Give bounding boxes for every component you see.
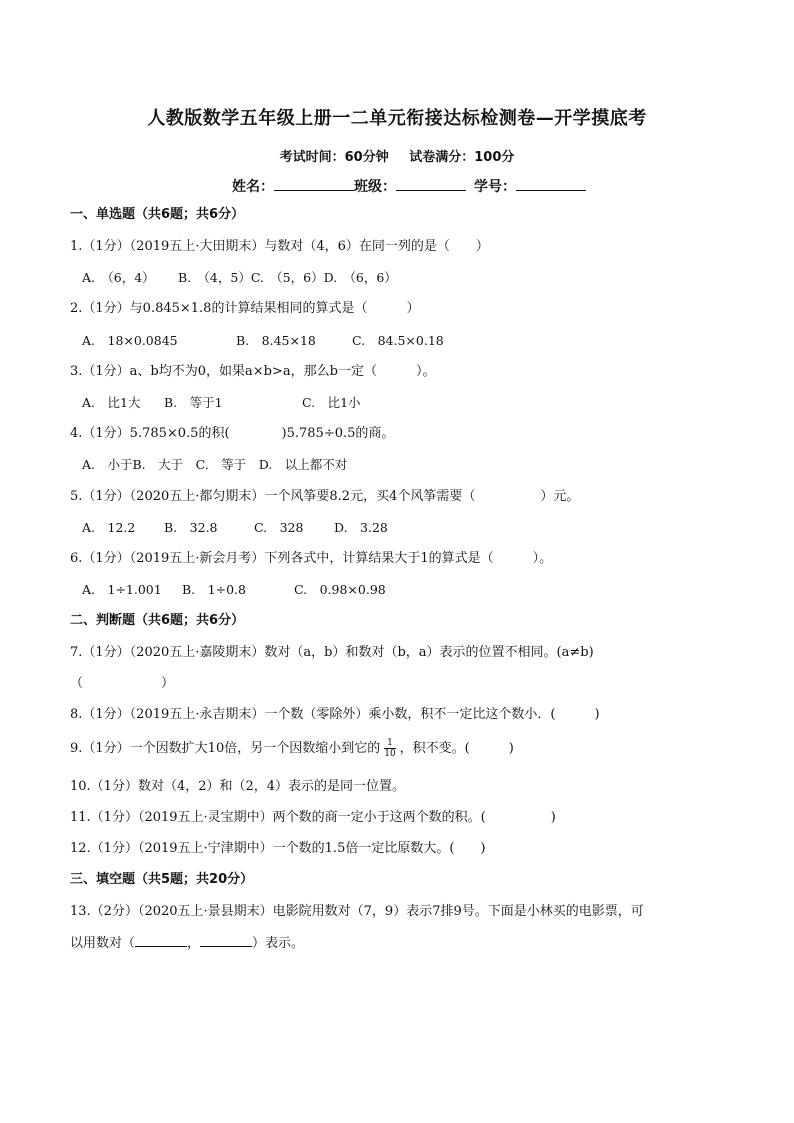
- id-field[interactable]: [516, 176, 586, 191]
- exam-info: [0, 146, 794, 165]
- question-6: 6.（1分）（2019五上·新会月考）下列各式中，计算结果大于1的算式是（ ）。: [70, 551, 553, 566]
- class-label: 班级：: [354, 179, 396, 195]
- name-label: 姓名：: [232, 179, 274, 195]
- section-heading-3: 三、填空题（共5题；共20分）: [70, 872, 254, 887]
- id-label: 学号：: [474, 179, 516, 195]
- question-11: 11.（1分）（2019五上·灵宝期中）两个数的商一定小于这两个数的积。( ): [70, 810, 556, 825]
- exam-time: 考试时间：60分钟: [279, 150, 389, 165]
- question-7: 7.（1分）（2020五上·嘉陵期末）数对（a，b）和数对（b，a）表示的位置不相同。(a≠b): [70, 645, 594, 660]
- q13-text-post: ）表示。: [252, 936, 305, 951]
- q3-option-c[interactable]: C. 比1小: [302, 395, 361, 410]
- q1-options-bcd[interactable]: B. （4，5）C. （5，6）D. （6，6）: [178, 270, 397, 285]
- question-1: 1.（1分）（2019五上·大田期末）与数对（4，6）在同一列的是（ ）: [70, 239, 489, 254]
- q13-text-mid: ，: [187, 936, 201, 951]
- q2-option-b[interactable]: B. 8.45×18: [236, 333, 316, 348]
- question-9: [70, 738, 514, 759]
- q6-option-c[interactable]: C. 0.98×0.98: [294, 582, 386, 597]
- question-12: 12.（1分）（2019五上·宁津期中）一个数的1.5倍一定比原数大。( ): [70, 841, 486, 856]
- q1-option-a[interactable]: A. （6，4）: [82, 270, 155, 285]
- question-4: 4.（1分）5.785×0.5的积( )5.785÷0.5的商。: [70, 426, 395, 441]
- q3-option-b[interactable]: B. 等于1: [164, 395, 223, 410]
- fraction-numerator: 1: [384, 738, 395, 749]
- class-field[interactable]: [396, 176, 466, 191]
- q13-text-pre: 以用数对（: [70, 936, 136, 951]
- question-13-continued: [70, 934, 304, 953]
- q13-blank-2[interactable]: [200, 934, 252, 947]
- q6-option-a[interactable]: A. 1÷1.001: [82, 582, 162, 597]
- name-field[interactable]: [274, 176, 354, 191]
- section-heading-2: 二、判断题（共6题；共6分）: [70, 613, 245, 628]
- student-info-line: [232, 176, 586, 196]
- question-3: 3.（1分）a、b均不为0，如果a×b>a，那么b一定（ ）。: [70, 364, 436, 379]
- q4-options[interactable]: A. 小于B. 大于 C. 等于 D. 以上都不对: [82, 457, 348, 472]
- page-title: 人教版数学五年级上册一二单元衔接达标检测卷—开学摸底考: [147, 108, 647, 129]
- q6-option-b[interactable]: B. 1÷0.8: [182, 582, 246, 597]
- q3-option-a[interactable]: A. 比1大: [82, 395, 141, 410]
- q5-option-c[interactable]: C. 328: [254, 520, 304, 535]
- question-5: 5.（1分）（2020五上·都匀期末）一个风筝要8.2元，买4个风筝需要（ ）元。: [70, 489, 580, 504]
- q2-option-c[interactable]: C. 84.5×0.18: [352, 333, 444, 348]
- q5-option-d[interactable]: D. 3.28: [334, 520, 388, 535]
- question-9-text-a: 9.（1分）一个因数扩大10倍，另一个因数缩小到它的: [70, 741, 381, 756]
- q5-option-b[interactable]: B. 32.8: [164, 520, 218, 535]
- fraction-one-tenth: [384, 738, 395, 759]
- fraction-denominator: 10: [384, 749, 396, 759]
- q13-blank-1[interactable]: [135, 934, 187, 947]
- question-10: 10.（1分）数对（4，2）和（2，4）表示的是同一位置。: [70, 779, 406, 794]
- question-9-text-b: ，积不变。( ): [399, 741, 514, 756]
- question-2: 2.（1分）与0.845×1.8的计算结果相同的算式是（ ）: [70, 301, 420, 316]
- q5-option-a[interactable]: A. 12.2: [82, 520, 136, 535]
- exam-score: 试卷满分：100分: [409, 150, 515, 165]
- question-7-answer-paren[interactable]: （ ）: [70, 676, 175, 691]
- q2-option-a[interactable]: A. 18×0.0845: [82, 333, 178, 348]
- question-13: 13.（2分）（2020五上·景县期末）电影院用数对（7，9）表示7排9号。下面是小林买的电影票，可: [70, 904, 644, 919]
- question-8: 8.（1分）（2019五上·永吉期末）一个数（零除外）乘小数，积不一定比这个数小．( ): [70, 707, 600, 722]
- section-heading-1: 一、单选题（共6题；共6分）: [70, 207, 245, 222]
